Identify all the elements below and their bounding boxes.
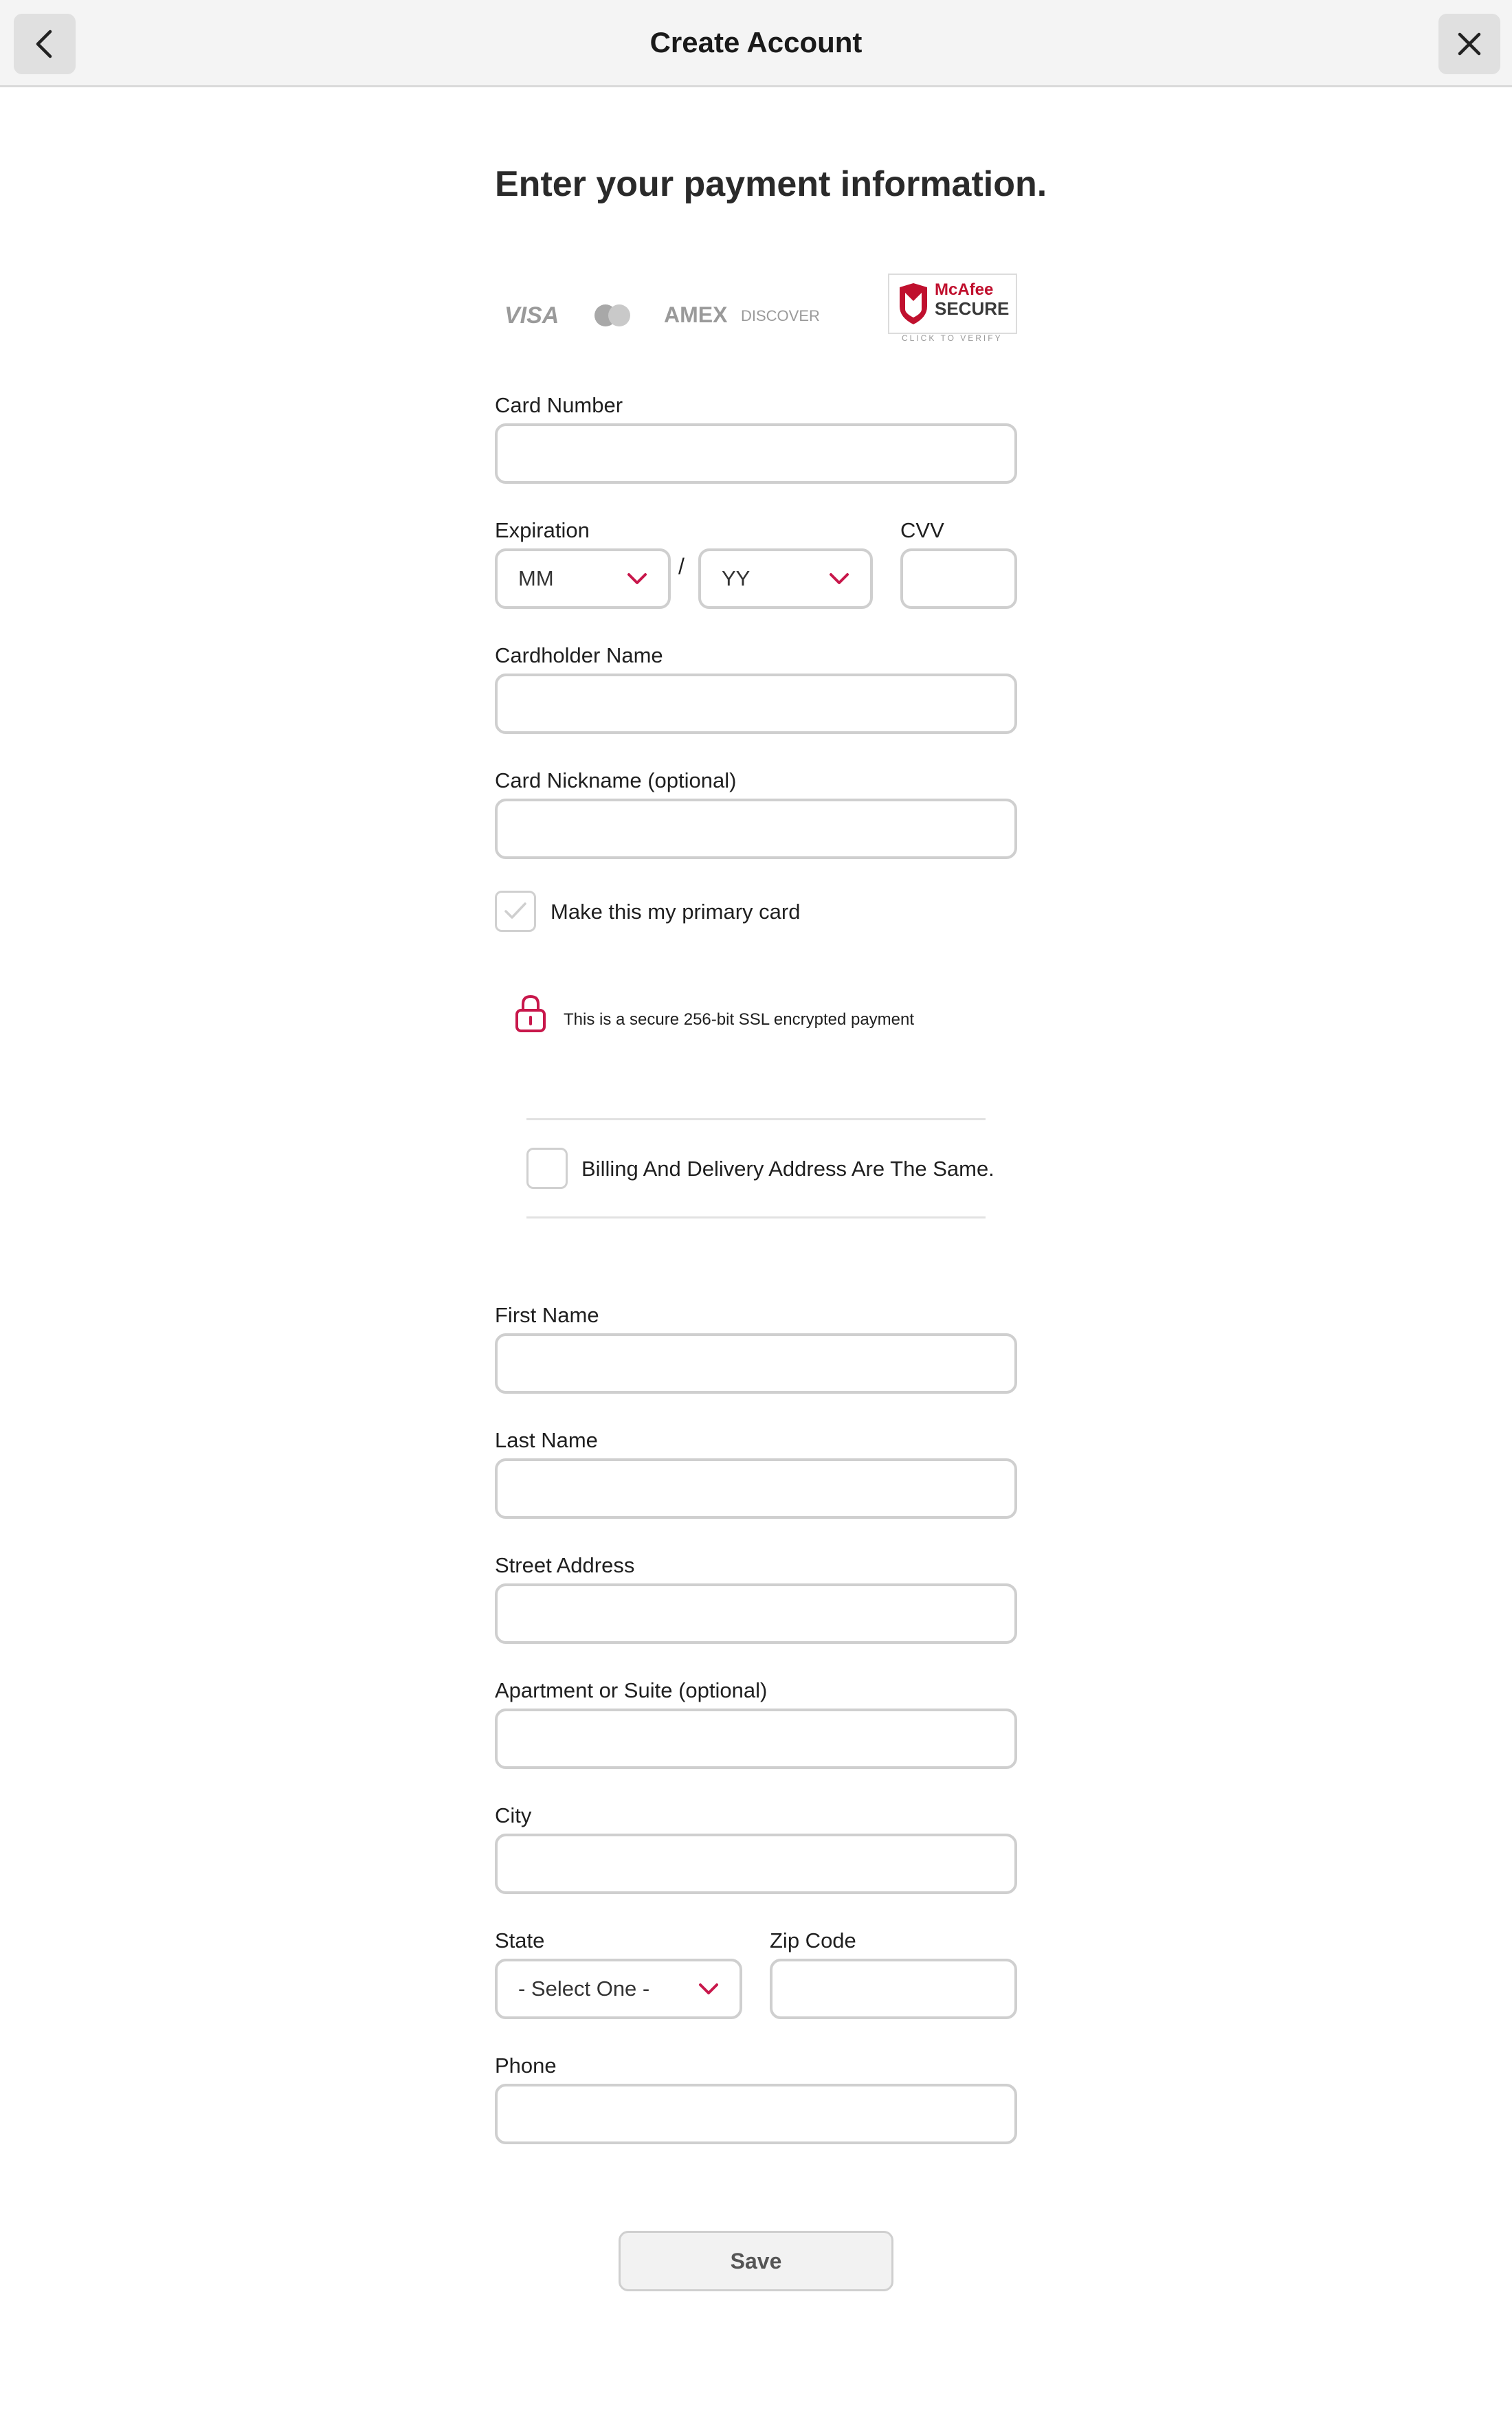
amex-logo: AMEX xyxy=(664,302,728,327)
expiration-label: Expiration xyxy=(495,518,590,542)
check-icon xyxy=(503,901,528,922)
state-label: State xyxy=(495,1928,545,1952)
visa-logo: VISA xyxy=(504,302,559,329)
header-title: Create Account xyxy=(649,26,863,58)
card-number-input[interactable] xyxy=(495,423,1017,484)
close-button[interactable] xyxy=(1438,14,1500,74)
discover-logo: DISCOVER xyxy=(741,307,820,324)
chevron-down-icon xyxy=(627,572,647,586)
page-title: Enter your payment information. xyxy=(495,164,1047,204)
same-address-label: Billing And Delivery Address Are The Same. xyxy=(581,1157,994,1181)
street-address-input[interactable] xyxy=(495,1583,1017,1644)
last-name-input[interactable] xyxy=(495,1458,1017,1519)
save-button[interactable]: Save xyxy=(619,2231,893,2291)
mcafee-brand: McAfee xyxy=(935,280,994,299)
mastercard-logo xyxy=(591,302,634,329)
first-name-label: First Name xyxy=(495,1303,599,1327)
apartment-label: Apartment or Suite (optional) xyxy=(495,1678,768,1702)
card-nickname-label: Card Nickname (optional) xyxy=(495,768,737,792)
mcafee-secure-badge[interactable] xyxy=(888,274,1017,334)
card-nickname-input[interactable] xyxy=(495,799,1017,859)
chevron-down-icon xyxy=(698,1982,719,1996)
primary-card-label: Make this my primary card xyxy=(551,900,801,924)
first-name-input[interactable] xyxy=(495,1333,1017,1394)
back-button[interactable] xyxy=(14,14,76,74)
city-label: City xyxy=(495,1803,532,1827)
exp-month-value: MM xyxy=(518,566,554,590)
cardholder-name-input[interactable] xyxy=(495,674,1017,734)
exp-slash: / xyxy=(678,554,685,579)
apartment-input[interactable] xyxy=(495,1709,1017,1769)
chevron-down-icon xyxy=(829,572,849,586)
phone-label: Phone xyxy=(495,2054,557,2078)
state-select-value: - Select One - xyxy=(518,1977,650,2001)
cvv-label: CVV xyxy=(900,518,944,542)
mcafee-verify-text: CLICK TO VERIFY xyxy=(902,333,1003,343)
street-address-label: Street Address xyxy=(495,1553,635,1577)
cardholder-name-label: Cardholder Name xyxy=(495,643,663,667)
exp-year-select[interactable] xyxy=(698,548,873,609)
primary-card-checkbox[interactable] xyxy=(495,891,536,932)
state-select[interactable] xyxy=(495,1959,742,2019)
same-address-checkbox[interactable] xyxy=(526,1148,568,1189)
exp-year-value: YY xyxy=(722,566,751,590)
exp-month-select[interactable] xyxy=(495,548,671,609)
divider xyxy=(526,1216,986,1218)
cvv-input[interactable] xyxy=(900,548,1017,609)
lock-icon xyxy=(514,994,547,1034)
last-name-label: Last Name xyxy=(495,1428,598,1452)
card-number-label: Card Number xyxy=(495,393,623,417)
divider xyxy=(526,1118,986,1120)
close-icon xyxy=(1456,30,1483,58)
zip-code-input[interactable] xyxy=(770,1959,1017,2019)
zip-code-label: Zip Code xyxy=(770,1928,856,1952)
city-input[interactable] xyxy=(495,1834,1017,1894)
chevron-left-icon xyxy=(31,27,58,60)
secure-payment-note: This is a secure 256-bit SSL encrypted payment xyxy=(564,1010,915,1029)
mcafee-secure-text: SECURE xyxy=(935,298,1010,319)
mcafee-shield-icon xyxy=(896,283,931,324)
phone-input[interactable] xyxy=(495,2084,1017,2144)
